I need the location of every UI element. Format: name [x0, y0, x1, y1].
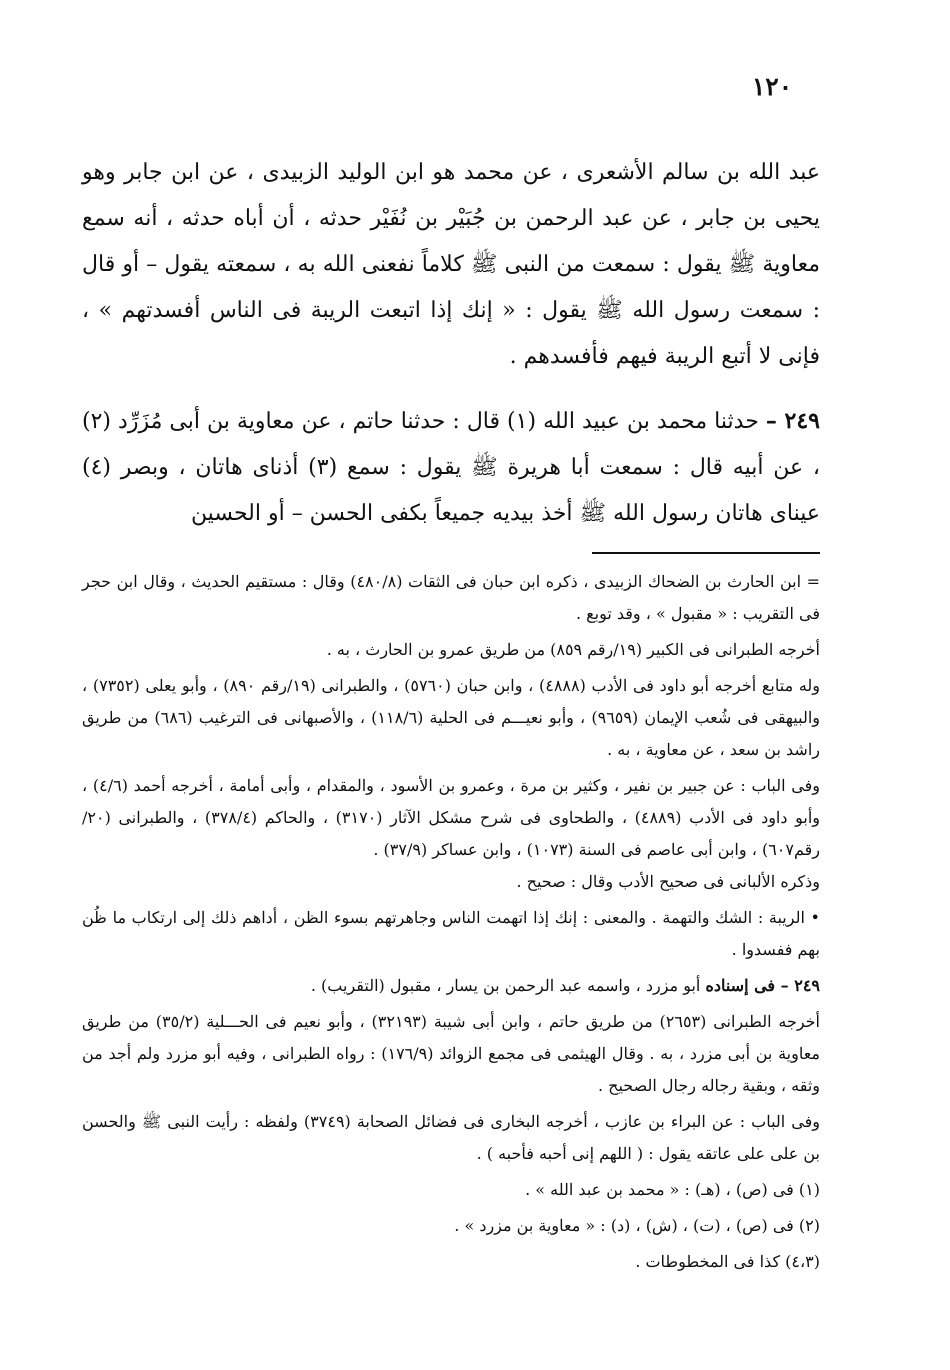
main-paragraph-2: [82, 398, 820, 537]
page-number: ١٢٠: [751, 72, 793, 101]
footnote-ribah: • الريبة : الشك والتهمة . والمعنى : إنك إذا اتهمت الناس وجاهرتهم بسوء الظن ، أداهم ذلك إلى ارتكاب ما ظُن بهم ففسدوا .: [82, 908, 820, 959]
main-paragraph-1: عبد الله بن سالم الأشعرى ، عن محمد هو ابن الوليد الزبيدى ، عن ابن جابر وهو يحيى بن جابر ، عن عبد الرحمن بن جُبَيْر بن نُفَيْر حدثه ، أن أباه حدثه ، أنه سمع معاوية ﷺ يقول : سمعت من النبى ﷺ كلاماً نفعنى الله به ، سمعته يقول – أو قال : سمعت رسول الله ﷺ يقول : « إنك إذا اتبعت الريبة فى الناس أفسدتهم » ، فإنى لا أتبع الريبة فيهم فأفسدهم .: [82, 160, 820, 369]
footnote-mutabi: وله متابع أخرجه أبو داود فى الأدب (٤٨٨٨) ، وابن حبان (٥٧٦٠) ، والطبرانى (١٩/رقم ٨٩٠) ، وأبو يعلى (٧٣٥٢) ، والبيهقى فى شُعب الإيمان (٩٦٥٩) ، وأبو نعيـــم فى الحلية (١١٨/٦) ، والأصبهانى فى الترغيب (٦٨٦) من طريق راشد بن سعد ، عن معاوية ، به .: [82, 676, 820, 759]
footnote-takhrij-1: أخرجه الطبرانى فى الكبير (١٩/رقم ٨٥٩) من طريق عمرو بن الحارث ، به .: [326, 640, 820, 659]
footnote-note-3: (٤،٣) كذا فى المخطوطات .: [635, 1252, 820, 1271]
main-text: [82, 150, 820, 537]
footnote-note-1: (١) فى (ص) ، (هـ) : « محمد بن عبد الله » .: [525, 1180, 820, 1199]
footnote-albani: وذكره الألبانى فى صحيح الأدب وقال : صحيح .: [516, 872, 820, 891]
footnote-bab-2: وفى الباب : عن البراء بن عازب ، أخرجه البخارى فى فضائل الصحابة (٣٧٤٩) ولفظه : رأيت النبى ﷺ والحسن بن على على عاتقه يقول : ( اللهم إنى أحبه فأحبه ) .: [82, 1112, 820, 1163]
footnote-249-isnad: ٢٤٩ – فى إسناده أبو مزرد ، واسمه عبد الرحمن بن يسار ، مقبول (التقريب) .: [310, 976, 820, 995]
footnote-continuation: = ابن الحارث بن الضحاك الزبيدى ، ذكره ابن حبان فى الثقات (٤٨٠/٨) وقال : مستقيم الحديث ، وقال ابن حجر فى التقريب : « مقبول » ، وقد توبع .: [82, 572, 821, 623]
footnote-divider: [592, 552, 820, 554]
footnote-bab-1: وفى الباب : عن جبير بن نفير ، وكثير بن مرة ، وعمرو بن الأسود ، والمقدام ، وأبى أمامة ، أخرجه أحمد (٤/٦) ، وأبو داود فى الأدب (٤٨٨٩) ، والطحاوى فى شرح مشكل الآثار (٣١٧٠) ، والحاكم (٣٧٨/٤) ، والطبرانى (٢٠/رقم٦٠٧) ، وابن أبى عاصم فى السنة (١٠٧٣) ، وابن عساكر (٣٧/٩) .: [82, 776, 820, 859]
footnote-note-2: (٢) فى (ص) ، (ت) ، (ش) ، (د) : « معاوية بن مزرد » .: [454, 1216, 820, 1235]
footnote-249-label: ٢٤٩ – فى إسناده: [705, 976, 820, 995]
hadith-number: ٢٤٩ –: [765, 408, 820, 434]
hadith-text: حدثنا محمد بن عبيد الله (١) قال : حدثنا حاتم ، عن معاوية بن أبى مُزَرِّد (٢) ، عن أبيه قال : سمعت أبا هريرة ﷺ يقول : سمع (٣) أذناى هاتان ، وبصر (٤) عيناى هاتان رسول الله ﷺ أخذ بيديه جميعاً بكفى الحسن – أو الحسين: [82, 409, 820, 526]
footnotes: [82, 566, 820, 1278]
footnote-takhrij-2: أخرجه الطبرانى (٢٦٥٣) من طريق حاتم ، وابن أبى شيبة (٣٢١٩٣) ، وأبو نعيم فى الحـــلية (٣٥/٢) من طريق معاوية بن أبى مزرد ، به . وقال الهيثمى فى مجمع الزوائد (١٧٦/٩) : رواه الطبرانى ، وفيه أبو مزرد ولم أجد من وثقه ، وبقية رجاله رجال الصحيح .: [82, 1012, 821, 1095]
